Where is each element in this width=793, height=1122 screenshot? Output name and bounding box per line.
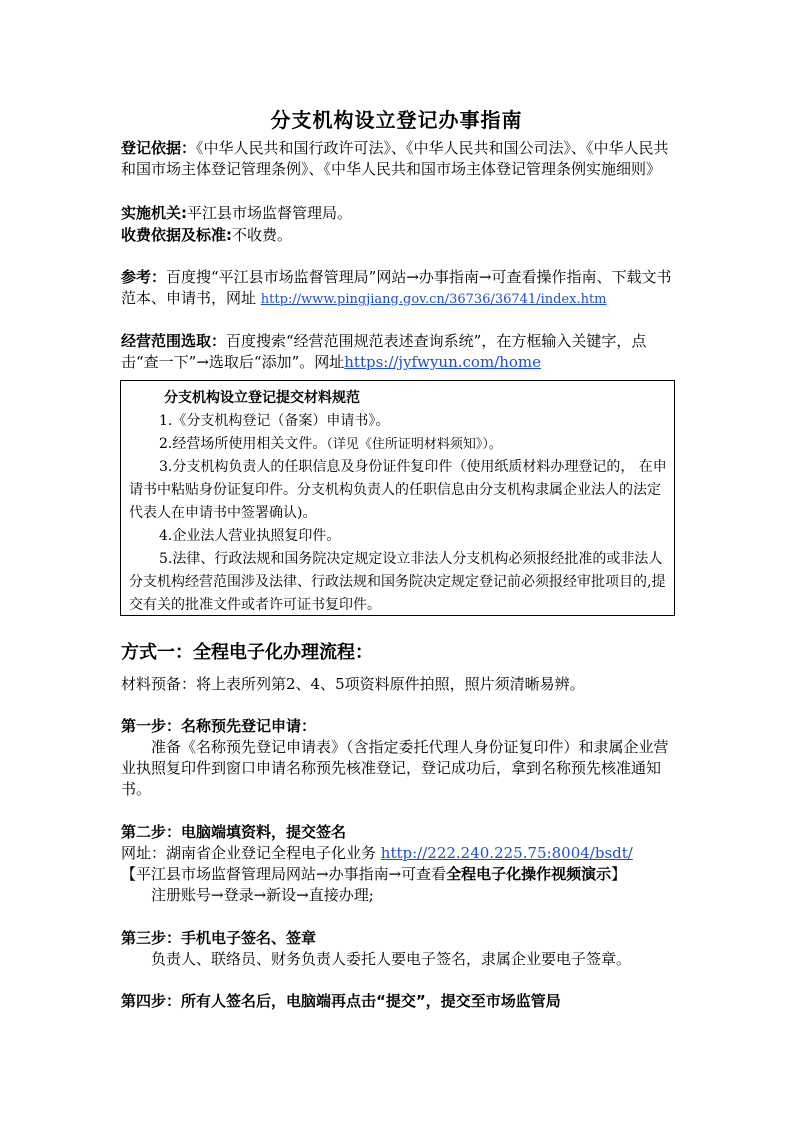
materials-box — [120, 380, 675, 616]
fee-text: 不收费。 — [232, 226, 293, 244]
step2-note-bold: 全程电子化操作视频演示 — [446, 865, 612, 883]
agency-paragraph — [121, 203, 681, 224]
scope-text: 百度搜索“经营范围规范表述查询系统”，在方框输入关键字，点击“查一下”→选取后“添加”。网址 — [121, 332, 647, 371]
scope-label: 经营范围选取： — [121, 332, 227, 350]
fee-paragraph — [121, 225, 681, 246]
materials-item-2-main: 2.经营场所使用相关文件。 — [159, 436, 327, 452]
step2-flow: 注册账号→登录→新设→直接办理; — [151, 886, 374, 904]
step2-note-prefix: 【平江县市场监督管理局网站→办事指南→可查看 — [121, 865, 447, 883]
step2-link[interactable]: http://222.240.225.75:8004/bsdt/ — [380, 844, 633, 862]
step3-title: 第三步：手机电子签名、签章 — [121, 929, 317, 947]
reference-text: 百度搜“平江县市场监督管理局”网站→办事指南→可查看操作指南、下载文书范本、申请书，网址 — [121, 268, 672, 307]
step1-block — [121, 716, 681, 800]
page-title: 分支机构设立登记办事指南 — [270, 108, 523, 132]
materials-box-title: 分支机构设立登记提交材料规范 — [164, 390, 360, 406]
step1-text: 准备《名称预先登记申请表》（含指定委托代理人身份证复印件）和隶属企业营业执照复印件到窗口申请名称预先核准登记，登记成功后，拿到名称预先核准通知书。 — [121, 738, 669, 798]
basis-label: 登记依据： — [121, 139, 197, 157]
reference-paragraph — [121, 267, 681, 310]
agency-label: 实施机关: — [121, 204, 187, 222]
scope-paragraph — [121, 331, 681, 373]
prep-paragraph: 材料预备：将上表所列第2、4、5项资料原件拍照，照片须清晰易辨。 — [121, 675, 585, 693]
step3-text: 负责人、联络员、财务负责人委托人要电子签名，隶属企业要电子签章。 — [151, 950, 632, 968]
step2-block — [121, 822, 681, 906]
materials-item-2 — [129, 433, 669, 456]
agency-text: 平江县市场监督管理局。 — [187, 204, 353, 222]
materials-item-3: 3.分支机构负责人的任职信息及身份证件复印件（使用纸质材料办理登记的， 在申请书中粘贴身份证复印件。分支机构负责人的任职信息由分支机构隶属企业法人的法定代表人在申请书中签署确认)。 — [129, 459, 667, 521]
scope-link[interactable]: https://jyfwyun.com/home — [344, 353, 542, 371]
step2-site-line — [121, 843, 681, 864]
step2-note-line — [121, 864, 681, 885]
basis-text: 《中华人民共和国行政许可法》、《中华人民共和国公司法》、《中华人民共和国市场主体登记管理条例》、《中华人民共和国市场主体登记管理条例实施细则》 — [121, 139, 669, 178]
materials-item-4: 4.企业法人营业执照复印件。 — [159, 528, 341, 544]
step3-block — [121, 928, 681, 970]
step2-site-label: 网址：湖南省企业登记全程电子化业务 — [121, 844, 377, 862]
basis-paragraph — [121, 138, 681, 180]
step2-note-suffix: 】 — [611, 865, 627, 883]
reference-label: 参考： — [121, 268, 167, 286]
reference-link[interactable]: http://www.pingjiang.gov.cn/36736/36741/index.htm — [260, 292, 607, 307]
step4-block — [121, 991, 681, 1012]
materials-item-2-note: （详见《住所证明材料须知》）。 — [326, 437, 502, 452]
step1-title: 第一步：名称预先登记申请： — [121, 717, 317, 735]
step2-title: 第二步：电脑端填资料，提交签名 — [121, 823, 347, 841]
method1-heading: 方式一：全程电子化办理流程： — [121, 642, 373, 663]
step4-title: 第四步：所有人签名后，电脑端再点击“提交”，提交至市场监管局 — [121, 992, 561, 1010]
materials-item-5: 5.法律、行政法规和国务院决定规定设立非法人分支机构必须报经批准的或非法人分支机构经营范围涉及法律、行政法规和国务院决定规定登记前必须报经审批项目的,提交有关的批准文件或者许可证书复印件。 — [129, 551, 666, 613]
fee-label: 收费依据及标准: — [121, 226, 232, 244]
materials-item-1: 1.《分支机构登记（备案）申请书》。 — [159, 413, 390, 429]
